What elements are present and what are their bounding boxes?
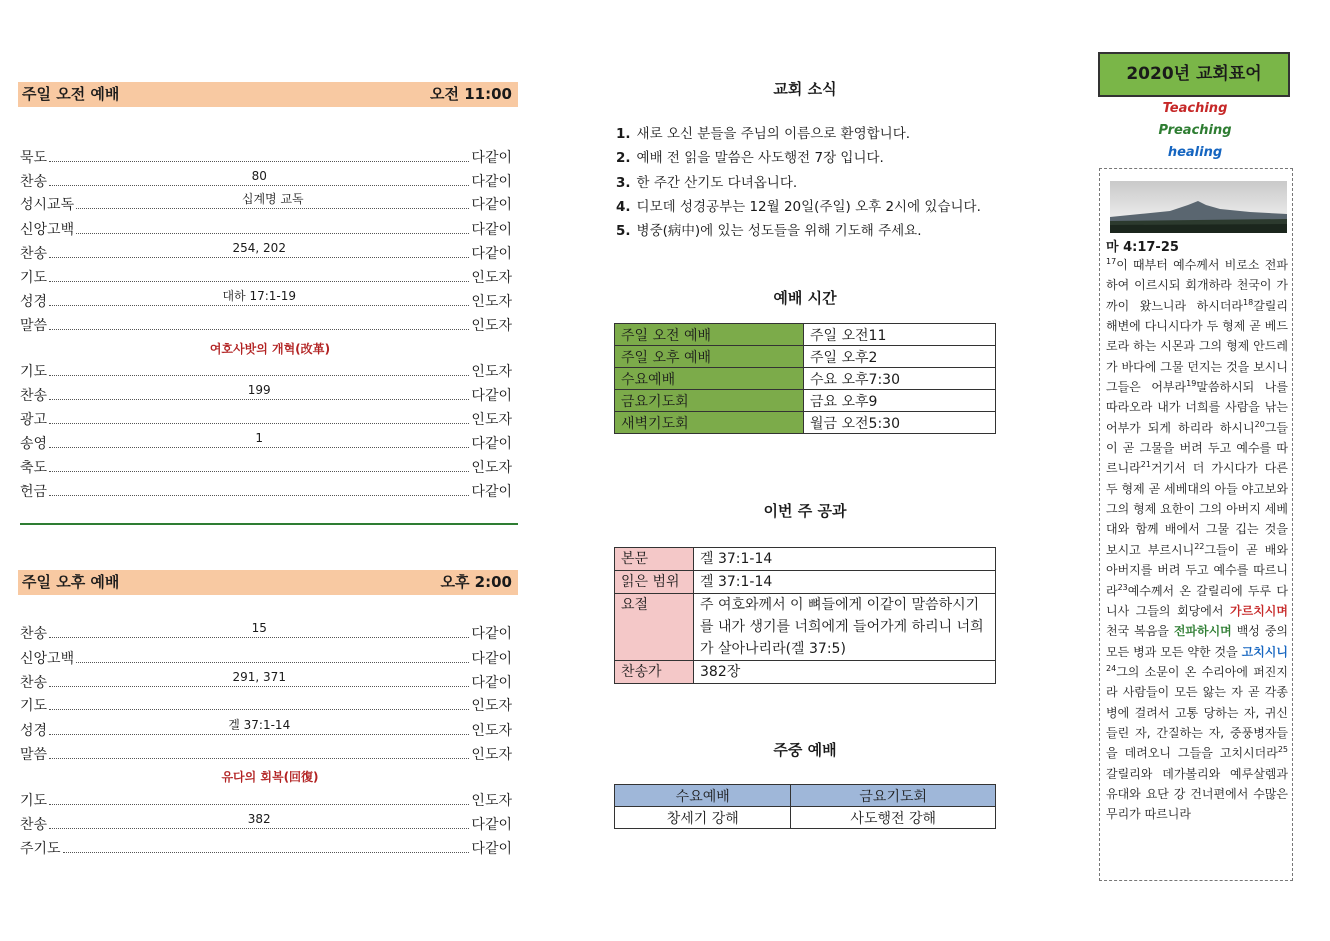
order-item-label: 헌금 <box>20 484 48 500</box>
leader-dots <box>49 385 469 400</box>
morning-order-row <box>20 194 512 214</box>
news-item <box>616 219 981 243</box>
leader-dots <box>49 814 469 829</box>
lesson-key-verse <box>694 594 996 661</box>
order-item-label: 찬송 <box>20 675 48 691</box>
leader-dots <box>49 744 469 759</box>
order-item-detail <box>257 145 261 159</box>
highlight-preaching: 전파하시며 <box>1173 624 1232 639</box>
news-item-text: 병중(病中)에 있는 성도들을 위해 기도해 주세요. <box>636 223 922 240</box>
news-item-text: 새로 오신 분들을 주님의 이름으로 환영합니다. <box>636 126 911 142</box>
order-item-label: 송영 <box>20 436 48 452</box>
order-item-leader: 다같이 <box>471 388 512 404</box>
news-list <box>616 122 981 243</box>
lesson-text-label: 본문 <box>615 548 694 571</box>
schedule-row <box>615 324 996 346</box>
order-item-detail <box>257 359 261 373</box>
news-item <box>616 171 981 195</box>
order-item-leader: 인도자 <box>471 460 512 476</box>
morning-order-row <box>20 267 512 287</box>
news-item-number: 2. <box>616 150 631 167</box>
order-item-detail <box>257 407 261 421</box>
order-item-label: 묵도 <box>20 150 48 166</box>
afternoon-service-header <box>18 570 518 595</box>
order-item-label: 신앙고백 <box>20 651 75 667</box>
order-item-label: 축도 <box>20 460 48 476</box>
leader-dots <box>49 623 469 638</box>
schedule-service-name: 주일 오전 예배 <box>615 324 804 346</box>
leader-dots <box>49 481 469 496</box>
midweek-col2-head: 금요기도회 <box>791 785 996 807</box>
leader-dots <box>76 194 469 209</box>
leader-dots <box>76 219 469 234</box>
order-item-label: 성시교독 <box>20 197 75 213</box>
mountain-image <box>1110 181 1287 233</box>
news-title: 교회 소식 <box>773 80 837 98</box>
order-item-leader: 다같이 <box>471 675 512 691</box>
order-item-detail: 291, 371 <box>232 670 286 684</box>
schedule-row <box>615 412 996 434</box>
order-item-leader: 다같이 <box>471 222 512 238</box>
morning-service-header <box>18 82 518 107</box>
order-item-detail <box>264 836 268 850</box>
order-item-leader: 다같이 <box>471 651 512 667</box>
afternoon-order-row <box>20 648 512 668</box>
news-item-number: 5. <box>616 223 631 240</box>
afternoon-service-time: 오후 2:00 <box>440 573 512 591</box>
leader-dots <box>49 291 469 306</box>
lesson-key-line: 를 내가 생기를 너희에게 들어가게 하리니 너희 <box>700 619 984 635</box>
verse-reference: 마 4:17-25 <box>1106 240 1179 255</box>
order-item-label: 찬송 <box>20 246 48 262</box>
order-item-label: 찬송 <box>20 174 48 190</box>
order-item-leader: 인도자 <box>471 723 512 739</box>
lesson-key-label: 요절 <box>615 594 694 661</box>
order-item-leader: 인도자 <box>471 270 512 286</box>
order-item-detail: 80 <box>251 169 267 183</box>
order-item-leader: 다같이 <box>471 197 512 213</box>
leader-dots <box>49 672 469 687</box>
leader-dots <box>49 720 469 735</box>
leader-dots <box>63 838 470 853</box>
schedule-row <box>615 368 996 390</box>
order-item-label: 광고 <box>20 412 48 428</box>
order-item-detail: 대하 17:1-19 <box>222 289 297 303</box>
leader-dots <box>49 361 469 376</box>
schedule-service-name: 주일 오후 예배 <box>615 346 804 368</box>
leader-dots <box>49 433 469 448</box>
leader-dots <box>49 315 469 330</box>
order-item-label: 찬송 <box>20 817 48 833</box>
news-item-number: 3. <box>616 174 631 191</box>
morning-order-row <box>20 361 512 381</box>
morning-order-row <box>20 243 512 263</box>
schedule-title: 예배 시간 <box>773 289 837 307</box>
order-item-leader: 다같이 <box>471 484 512 500</box>
morning-order-row <box>20 385 512 405</box>
lesson-title: 이번 주 공과 <box>763 502 847 520</box>
lesson-row-hymn <box>615 661 996 684</box>
order-item-detail <box>257 742 261 756</box>
lesson-row-text <box>615 548 996 571</box>
order-item-detail <box>257 265 261 279</box>
order-item-leader: 다같이 <box>471 246 512 262</box>
order-item-leader: 다같이 <box>471 841 512 857</box>
order-item-detail: 십계명 교독 <box>241 192 304 206</box>
leader-dots <box>76 648 469 663</box>
order-item-leader: 인도자 <box>471 747 512 763</box>
order-item-detail: 199 <box>247 383 271 397</box>
order-item-leader: 인도자 <box>471 412 512 428</box>
schedule-service-time: 수요 오후7:30 <box>804 368 996 390</box>
section-divider <box>20 523 518 525</box>
lesson-row-range <box>615 571 996 594</box>
order-item-label: 찬송 <box>20 626 48 642</box>
order-item-label: 말씀 <box>20 747 48 763</box>
afternoon-order-row <box>20 623 512 643</box>
afternoon-order-row <box>20 672 512 692</box>
schedule-row <box>615 390 996 412</box>
order-item-detail <box>271 217 275 231</box>
schedule-row <box>615 346 996 368</box>
order-item-leader: 인도자 <box>471 364 512 380</box>
schedule-service-time: 주일 오전11 <box>804 324 996 346</box>
afternoon-order-row <box>20 838 512 858</box>
motto-word-teaching: Teaching <box>1162 101 1228 116</box>
lesson-range-value: 겔 37:1-14 <box>694 571 996 594</box>
motto-banner: 2020년 교회표어 <box>1098 52 1290 97</box>
morning-order-row <box>20 457 512 477</box>
morning-sermon-title: 여호사밧의 개혁(改革) <box>209 342 331 356</box>
order-item-label: 성경 <box>20 294 48 310</box>
order-item-detail: 1 <box>255 431 264 445</box>
midweek-col2-value: 사도행전 강해 <box>791 807 996 829</box>
lesson-key-line: 가 살아나리라(겔 37:5) <box>700 641 846 657</box>
news-item <box>616 195 981 219</box>
order-item-detail <box>257 788 261 802</box>
highlight-teaching: 가르치시며 <box>1230 603 1288 618</box>
lesson-range-label: 읽은 범위 <box>615 571 694 594</box>
schedule-service-time: 주일 오후2 <box>804 346 996 368</box>
news-item <box>616 146 981 170</box>
order-item-leader: 인도자 <box>471 294 512 310</box>
schedule-service-time: 금요 오후9 <box>804 390 996 412</box>
order-item-leader: 인도자 <box>471 793 512 809</box>
leader-dots <box>49 147 469 162</box>
afternoon-order-row <box>20 814 512 834</box>
lesson-hymn-label: 찬송가 <box>615 661 694 684</box>
midweek-title: 주중 예배 <box>773 741 837 759</box>
schedule-service-name: 새벽기도회 <box>615 412 804 434</box>
order-item-leader: 다같이 <box>471 150 512 166</box>
order-item-leader: 인도자 <box>471 698 512 714</box>
highlight-healing: 고치시니 <box>1241 644 1288 659</box>
motto-word-healing: healing <box>1167 145 1223 160</box>
midweek-table <box>614 784 996 829</box>
order-item-detail: 15 <box>251 621 267 635</box>
lesson-table <box>614 547 996 684</box>
morning-order-row <box>20 171 512 191</box>
morning-order-row <box>20 409 512 429</box>
afternoon-service-title: 주일 오후 예배 <box>22 573 120 591</box>
verse-text: $^{17}$이 때부터 예수께서 비로소 전파하여 이르시되 회개하라 천국이 가까이 왔느니라 하시더라$^{18}$갈릴리 해변에 다니시다가 두 형제 곧 베드로라 하는 시몬과 그의 형제 안드레가 바다에 그물 던지는 것을 보시니 그들은 어부라$^{19}$말씀하시되 나를 따라오라 내가 너희를 사람을 낚는 어부가 되게 하리라 하시니$^{20}$그들이 곧 그물을 버려 두고 예수를 따르니라$^{21}$거기서 더 가시다가 다른 두 형제 곧 세베대의 아들 야고보와 그의 형제 요한이 그의 아버지 세베대와 함께 배에서 그물 깁는 것을 보시고 부르시니$^{22}$그들이 곧 배와 아버지를 버려 두고 예수를 따르니라$^{23}$예수께서 온 갈릴리에 두루 다니사 그들의 회당에서 가르치시며 천국 복음을 전파하시며 백성 중의 모든 병과 모든 약한 것을 고치시니$^{24}$그의 소문이 온 수리아에 퍼진지라 사람들이 모든 앓는 자 곧 각종 병에 걸려서 고통 당하는 자, 귀신 들린 자, 간질하는 자, 중풍병자들을 데려오니 그들을 고치시더라$^{25}$갈릴리와 데가볼리와 예루살렘과 유대와 요단 강 건너편에서 수많은 무리가 따르니라 <box>1106 257 1288 822</box>
order-item-leader: 다같이 <box>471 174 512 190</box>
midweek-col1-head: 수요예배 <box>615 785 791 807</box>
order-item-leader: 인도자 <box>471 318 512 334</box>
afternoon-order-row <box>20 720 512 740</box>
order-item-detail <box>271 646 275 660</box>
order-item-detail <box>257 455 261 469</box>
lesson-hymn-value: 382장 <box>694 661 996 684</box>
morning-order-row <box>20 147 512 167</box>
order-item-detail <box>257 313 261 327</box>
afternoon-order-row <box>20 695 512 715</box>
morning-service-title: 주일 오전 예배 <box>22 85 120 103</box>
morning-order-row <box>20 433 512 453</box>
order-item-label: 기도 <box>20 270 48 286</box>
order-item-leader: 다같이 <box>471 817 512 833</box>
morning-order-row <box>20 291 512 311</box>
order-item-label: 기도 <box>20 364 48 380</box>
order-item-detail <box>257 693 261 707</box>
news-item <box>616 122 981 146</box>
schedule-service-name: 금요기도회 <box>615 390 804 412</box>
leader-dots <box>49 790 469 805</box>
order-item-label: 신앙고백 <box>20 222 75 238</box>
order-item-detail: 382 <box>247 812 271 826</box>
order-item-detail <box>257 479 261 493</box>
news-item-number: 1. <box>616 126 631 142</box>
leader-dots <box>49 267 469 282</box>
order-item-label: 찬송 <box>20 388 48 404</box>
leader-dots <box>49 243 469 258</box>
leader-dots <box>49 695 469 710</box>
news-item-text: 한 주간 산기도 다녀옵니다. <box>636 174 798 191</box>
order-item-detail: 254, 202 <box>232 241 286 255</box>
lesson-row-key <box>615 594 996 661</box>
order-item-label: 말씀 <box>20 318 48 334</box>
morning-order-row <box>20 481 512 501</box>
motto-word-preaching: Preaching <box>1158 123 1232 138</box>
schedule-service-time: 월금 오전5:30 <box>804 412 996 434</box>
news-item-text: 디모데 성경공부는 12월 20일(주일) 오후 2시에 있습니다. <box>636 198 981 215</box>
order-item-label: 성경 <box>20 723 48 739</box>
order-item-label: 주기도 <box>20 841 61 857</box>
order-item-leader: 다같이 <box>471 626 512 642</box>
morning-order-row <box>20 315 512 335</box>
schedule-table <box>614 323 996 434</box>
lesson-key-line: 주 여호와께서 이 뼈들에게 이같이 말씀하시기 <box>700 597 980 613</box>
news-item-text: 예배 전 읽을 말씀은 사도행전 7장 입니다. <box>636 150 884 167</box>
order-item-label: 기도 <box>20 793 48 809</box>
leader-dots <box>49 457 469 472</box>
afternoon-order-row <box>20 790 512 810</box>
morning-order-row <box>20 219 512 239</box>
news-item-number: 4. <box>616 198 631 215</box>
schedule-service-name: 수요예배 <box>615 368 804 390</box>
afternoon-order-row <box>20 744 512 764</box>
leader-dots <box>49 171 469 186</box>
midweek-col1-value: 창세기 강해 <box>615 807 791 829</box>
morning-service-time: 오전 11:00 <box>430 85 512 103</box>
afternoon-sermon-title: 유다의 회복(回復) <box>221 770 319 784</box>
lesson-text-value: 겔 37:1-14 <box>694 548 996 571</box>
leader-dots <box>49 409 469 424</box>
order-item-detail: 겔 37:1-14 <box>228 718 291 732</box>
order-item-label: 기도 <box>20 698 48 714</box>
order-item-leader: 다같이 <box>471 436 512 452</box>
